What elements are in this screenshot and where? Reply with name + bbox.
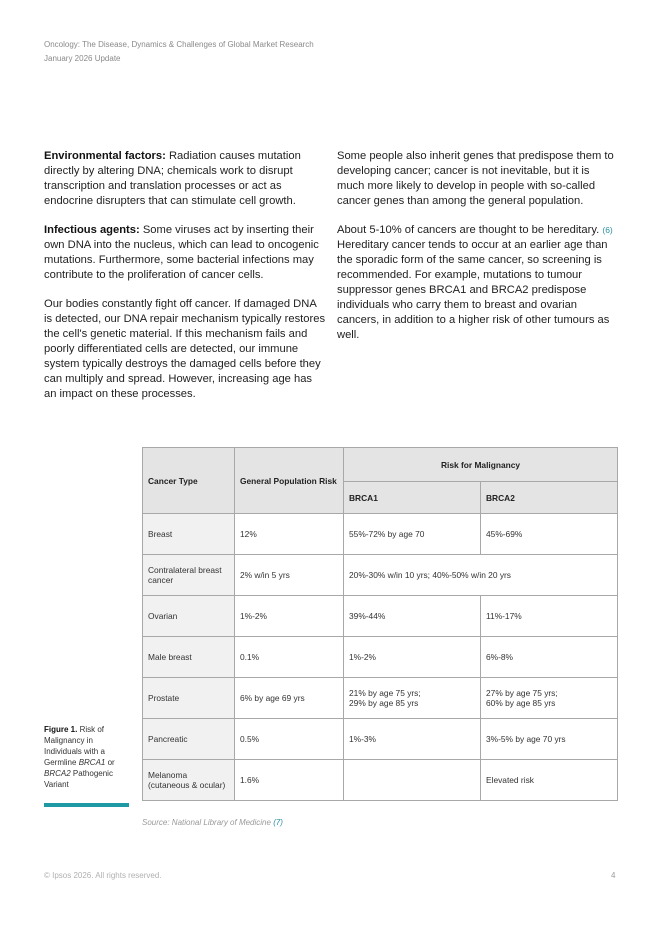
cell-general-risk: 12% [235,514,344,555]
infectious-agents-text: Some viruses act by inserting their own DNA into the nucleus, which can lead to oncogenic mutations. Furthermore, some bacterial infections may contribute to the proliferation of cancer cells. [44,224,319,281]
footer-copyright: © Ipsos 2026. All rights reserved. [44,871,162,880]
caption-text: Pathogenic Variant [44,769,113,789]
figure-label: Figure 1. [44,725,78,734]
cell-brca1: 55%-72% by age 70 [344,514,481,555]
cell-cancer-type: Pancreatic [143,719,235,760]
source-note [142,818,283,827]
inherited-genes-paragraph: Some people also inherit genes that predispose them to developing cancer; cancer is not inevitable, but it is much more likely to develop in people with so-called cancer genes than among the general population. [337,150,614,207]
infectious-agents-paragraph [44,223,326,283]
environmental-factors-paragraph [44,149,326,209]
reference-link-7[interactable]: (7) [273,818,283,827]
cell-brca1: 39%-44% [344,596,481,637]
environmental-factors-heading: Environmental factors: [44,150,166,162]
page-number: 4 [611,871,616,880]
cell-line: 27% by age 75 yrs; [486,688,558,698]
header-date: January 2026 Update [44,54,121,63]
table-row [143,596,618,637]
malignancy-risk-table [142,447,618,801]
table-row [143,514,618,555]
cell-brca2: Elevated risk [481,760,618,801]
table-row [143,555,618,596]
infectious-agents-heading: Infectious agents: [44,224,140,236]
table-row [143,637,618,678]
hereditary-text-a: About 5-10% of cancers are thought to be hereditary. [337,224,603,236]
cell-cancer-type: Breast [143,514,235,555]
hereditary-text-b: Hereditary cancer tends to occur at an earlier age than the sporadic form of the same cancer, so screening is recommended. For example, mutations to tumour suppressor genes BRCA1 and BRCA2 predispose individuals who carry them to breast and ovarian cancers, in addition to a higher risk of other tumours as well. [337,239,610,341]
cell-cancer-type: Ovarian [143,596,235,637]
environmental-factors-text: Radiation causes mutation directly by altering DNA; chemicals work to disrupt transcription and translation processes or act as endocrine disrupters that can stimulate cell growth. [44,150,301,207]
cell-general-risk: 2% w/in 5 yrs [235,555,344,596]
hereditary-paragraph [337,223,619,343]
cell-brca1 [344,760,481,801]
cell-general-risk: 1%-2% [235,596,344,637]
cell-line: 29% by age 85 yrs [349,698,419,708]
table-row [143,719,618,760]
cell-line: 60% by age 85 yrs [486,698,556,708]
cell-brca2: 45%-69% [481,514,618,555]
cell-brca1: 1%-3% [344,719,481,760]
cell-line: 21% by age 75 yrs; [349,688,421,698]
right-column [337,149,619,357]
cell-cancer-type: Contralateral breast cancer [143,555,235,596]
cell-general-risk: 1.6% [235,760,344,801]
caption-brca1: BRCA1 [78,758,106,767]
table-header-row [143,448,618,482]
cell-general-risk: 0.1% [235,637,344,678]
cell-general-risk: 6% by age 69 yrs [235,678,344,719]
cell-combined-risk: 20%-30% w/in 10 yrs; 40%-50% w/in 20 yrs [344,555,618,596]
cell-brca2: 3%-5% by age 70 yrs [481,719,618,760]
header-general-risk: General Population Risk [235,448,344,514]
header-brca2: BRCA2 [481,482,618,514]
reference-link-6[interactable]: (6) [602,225,613,235]
header-title: Oncology: The Disease, Dynamics & Challenges of Global Market Research [44,40,314,49]
cell-brca2 [481,678,618,719]
caption-text: or [105,758,115,767]
cell-brca2: 6%-8% [481,637,618,678]
accent-bar [44,803,129,807]
cell-cancer-type: Male breast [143,637,235,678]
header-risk-for-malignancy: Risk for Malignancy [344,448,618,482]
table-row [143,678,618,719]
caption-brca2: BRCA2 [44,769,71,778]
table-row [143,760,618,801]
cell-general-risk: 0.5% [235,719,344,760]
caption-text: Risk of Malignancy in Individuals with a Germline [44,725,105,767]
dna-repair-paragraph: Our bodies constantly fight off cancer. If damaged DNA is detected, our DNA repair mechanism typically restores the cell's genetic material. If this mechanism fails and poorly differentiated cells are detected, our immune system typically destroys the damaged cells before they can multiply and spread. However, increasing age has an impact on these processes. [44,298,326,400]
cell-brca1: 1%-2% [344,637,481,678]
source-text: Source: National Library of Medicine [142,818,274,827]
cell-brca2: 11%-17% [481,596,618,637]
cell-cancer-type: Prostate [143,678,235,719]
header-brca1: BRCA1 [344,482,481,514]
cell-brca1 [344,678,481,719]
header-cancer-type: Cancer Type [143,448,235,514]
figure-caption [44,724,124,790]
left-column [44,149,326,416]
document-header [44,38,314,66]
cell-cancer-type: Melanoma (cutaneous & ocular) [143,760,235,801]
